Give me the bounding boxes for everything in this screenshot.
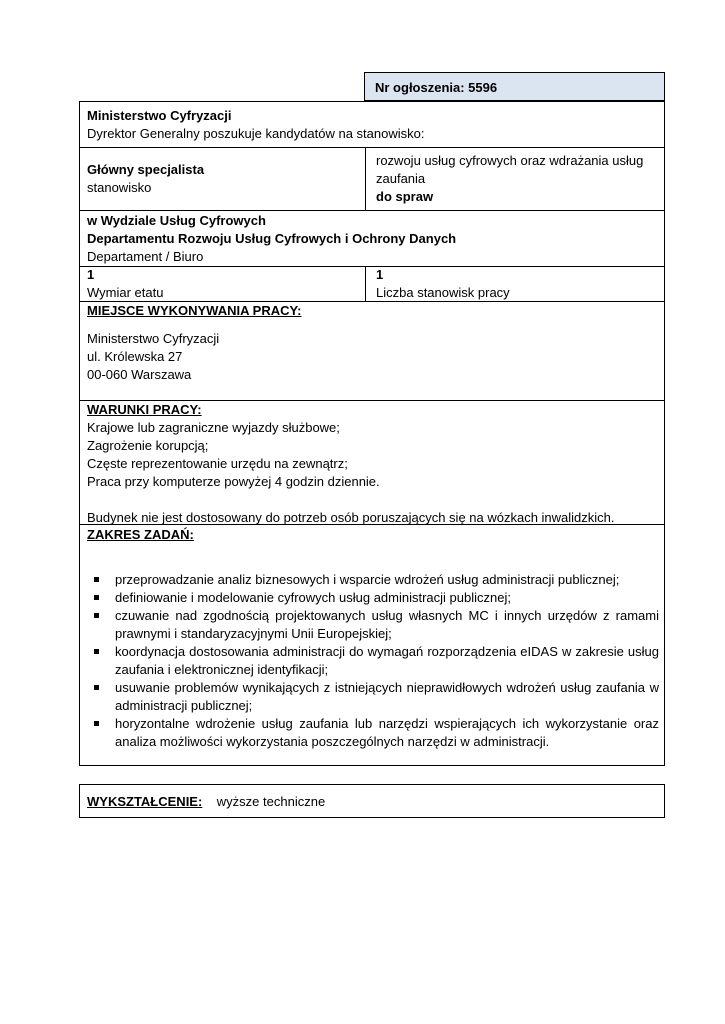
position-area-cell	[366, 152, 666, 206]
position-caption: stanowisko	[87, 180, 152, 195]
announcement-number: Nr ogłoszenia: 5596	[375, 80, 498, 95]
divider	[80, 210, 664, 211]
employer-name: Ministerstwo Cyfryzacji	[87, 108, 232, 123]
conditions-section	[80, 401, 666, 527]
fte-value: 1	[87, 267, 95, 282]
workplace-heading: MIEJSCE WYKONYWANIA PRACY:	[87, 303, 302, 318]
position-area-line: zaufania	[376, 171, 426, 186]
divider	[80, 147, 664, 148]
task-item: definiowanie i modelowanie cyfrowych usług administracji publicznej;	[87, 589, 659, 607]
position-cell	[80, 161, 365, 197]
department-caption: Departament / Biuro	[87, 249, 204, 264]
position-title: Główny specjalista	[87, 162, 205, 177]
department-section	[80, 212, 666, 266]
condition-item: Częste reprezentowanie urzędu na zewnątrz;	[87, 456, 348, 471]
task-item: horyzontalne wdrożenie usług zaufania lub narzędzi wspierających ich wykorzystanie oraz analiza możliwości wykorzystania poszczególnych narzędzi w administracji.	[87, 715, 659, 751]
tasks-list	[87, 571, 659, 751]
education-value: wyższe techniczne	[216, 794, 326, 809]
workplace-address-line: Ministerstwo Cyfryzacji	[87, 331, 220, 346]
positions-count-value: 1	[376, 267, 384, 282]
department-line: Departamentu Rozwoju Usług Cyfrowych i Ochrony Danych	[87, 231, 457, 246]
tasks-section	[80, 526, 666, 751]
job-offer-table	[79, 101, 665, 766]
workplace-address-line: ul. Królewska 27	[87, 349, 183, 364]
conditions-heading: WARUNKI PRACY:	[87, 402, 202, 417]
position-area-caption: do spraw	[376, 189, 434, 204]
fte-cell	[80, 266, 365, 302]
positions-count-caption: Liczba stanowisk pracy	[376, 285, 510, 300]
workplace-address-line: 00-060 Warszawa	[87, 367, 192, 382]
task-item: usuwanie problemów wynikających z istniejących nieprawidłowych wdrożeń usług zaufania w administracji publicznej;	[87, 679, 659, 715]
task-item: koordynacja dostosowania administracji do wymagań rozporządzenia eIDAS w zakresie usług zaufania i elektronicznej identyfikacji;	[87, 643, 659, 679]
condition-item: Zagrożenie korupcją;	[87, 438, 209, 453]
education-heading: WYKSZTAŁCENIE:	[87, 794, 203, 809]
employer-section	[80, 107, 666, 143]
announcement-number-box	[364, 72, 665, 101]
fte-caption: Wymiar etatu	[87, 285, 164, 300]
department-line: w Wydziale Usług Cyfrowych	[87, 213, 266, 228]
employer-intro: Dyrektor Generalny poszukuje kandydatów na stanowisko:	[87, 126, 425, 141]
conditions-note: Budynek nie jest dostosowany do potrzeb osób poruszających się na wózkach inwalidzkich.	[87, 510, 615, 525]
education-box	[79, 784, 665, 818]
position-area-line: rozwoju usług cyfrowych oraz wdrażania usług	[376, 153, 644, 168]
workplace-section	[80, 302, 666, 384]
task-item: przeprowadzanie analiz biznesowych i wsparcie wdrożeń usług administracji publicznej;	[87, 571, 659, 589]
tasks-heading: ZAKRES ZADAŃ:	[87, 527, 194, 542]
positions-count-cell	[366, 266, 666, 302]
task-item: czuwanie nad zgodnością projektowanych usług własnych MC i innych urzędów z ramami prawnymi i standaryzacyjnymi Unii Europejskiej;	[87, 607, 659, 643]
condition-item: Praca przy komputerze powyżej 4 godzin dziennie.	[87, 474, 380, 489]
condition-item: Krajowe lub zagraniczne wyjazdy służbowe;	[87, 420, 340, 435]
